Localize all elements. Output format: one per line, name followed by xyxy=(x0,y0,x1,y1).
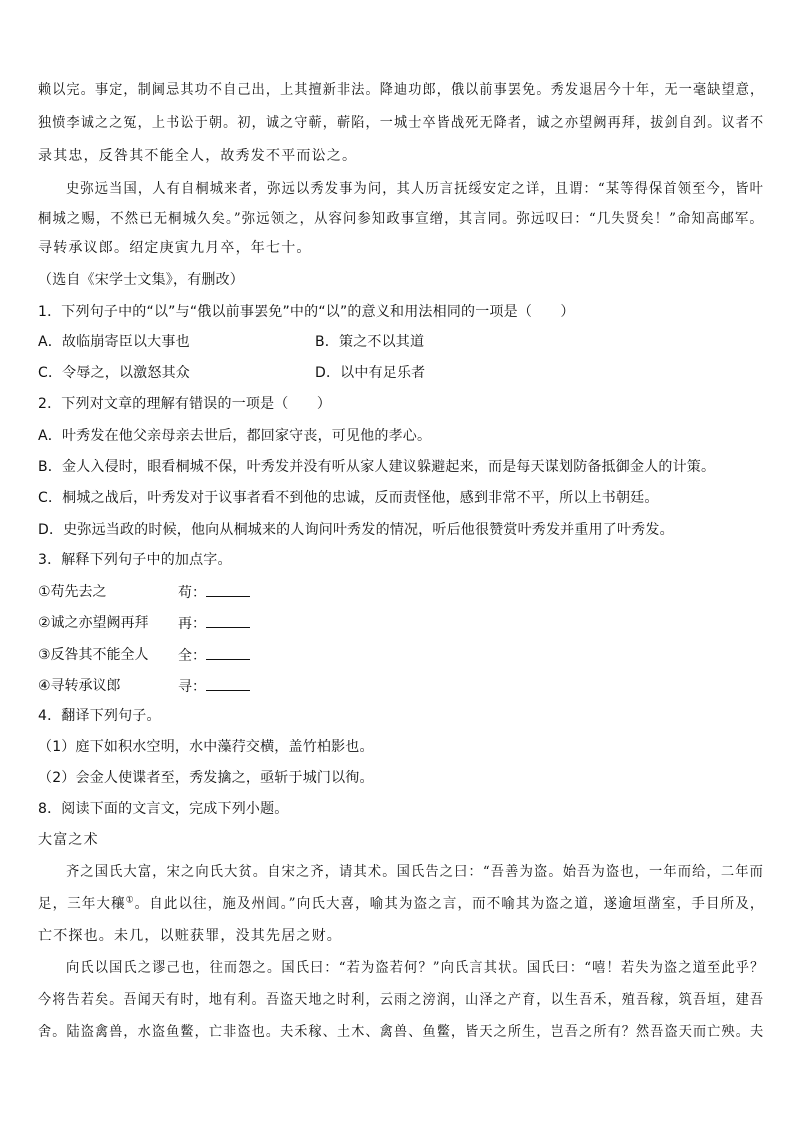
q2-option-a: A．叶秀发在他父亲母亲去世后，都回家守丧，可见他的孝心。 xyxy=(38,428,432,444)
q3-item-2-blank[interactable] xyxy=(206,613,250,628)
q3-item-2-answer xyxy=(178,613,250,634)
q3-item-1-sentence: ①苟先去之 xyxy=(38,584,107,600)
q3-stem: 3．解释下列句子中的加点字。 xyxy=(38,552,232,568)
passage2-line-6: 舍。陆盗禽兽，水盗鱼鳖，亡非盗也。夫禾稼、土木、禽兽、鱼鳖，皆天之所生，岂吾之所有？然吾盗天而亡殃。夫 xyxy=(38,1024,765,1040)
q1-option-c: C．令辱之，以激怒其众 xyxy=(38,365,190,381)
q2-option-d: D．史弥远当政的时候，他向从桐城来的人询问叶秀发的情况，听后他很赞赏叶秀发并重用了叶秀发。 xyxy=(38,522,674,538)
q3-item-2-label: 再： xyxy=(178,616,206,632)
q3-item-4-blank[interactable] xyxy=(206,676,250,691)
q3-item-1-answer xyxy=(178,582,250,603)
passage1-line-3: 录其忠，反咎其不能全人，故秀发不平而讼之。 xyxy=(38,148,358,164)
passage2-line-2-end: 。自此以往，施及州闾。”向氏大喜，喻其为盗之言，而不喻其为盗之道，遂逾垣凿室，手目所及， xyxy=(134,896,765,912)
q3-item-3-sentence: ③反咎其不能全人 xyxy=(38,647,149,663)
q2-option-c: C．桐城之战后，叶秀发对于议事者看不到他的忠诚，反而责怪他，感到非常不平，所以上书朝廷。 xyxy=(38,490,659,506)
q3-item-4-answer xyxy=(178,676,250,697)
q1-option-d: D．以中有足乐者 xyxy=(315,365,426,381)
passage2-title: 大富之术 xyxy=(38,832,99,848)
passage1-line-6: 寻转承议郎。绍定庚寅九月卒，年七十。 xyxy=(38,240,312,256)
passage1-line-1: 赖以完。事定，制阃忌其功不自己出，上其擅新非法。降迪功郎，俄以前事罢免。秀发退居今十年，无一毫缺望意， xyxy=(38,82,765,98)
q1-option-b: B．策之不以其道 xyxy=(315,334,425,350)
passage2-line-1: 齐之国氏大富，宋之向氏大贫。自宋之齐，请其术。国氏告之曰：“吾善为盗。始吾为盗也，一年而给，二年而 xyxy=(66,864,764,880)
passage2-line-2-start: 足，三年大穰 xyxy=(38,896,126,912)
q8-stem: 8．阅读下面的文言文，完成下列小题。 xyxy=(38,801,289,817)
passage1-line-5: 桐城之赐，不然已无桐城久矣。”弥远领之，从容问参知政事宣缯，其言同。弥远叹曰：“几失贤矣！”命知高邮军。 xyxy=(38,211,764,227)
q1-option-a: A．故临崩寄臣以大事也 xyxy=(38,334,190,350)
q4-sentence-1: （1）庭下如积水空明，水中藻荇交横，盖竹柏影也。 xyxy=(38,739,374,755)
q4-stem: 4．翻译下列句子。 xyxy=(38,708,161,724)
passage1-source: （选自《宋学士文集》，有删改） xyxy=(38,272,244,288)
passage2-line-2 xyxy=(38,894,764,914)
q3-item-3-blank[interactable] xyxy=(206,645,250,660)
passage2-line-3: 亡不探也。未几，以赃获罪，没其先居之财。 xyxy=(38,928,342,944)
footnote-marker: ① xyxy=(125,895,135,906)
q2-option-b: B．金人入侵时，眼看桐城不保，叶秀发并没有听从家人建议躲避起来，而是每天谋划防备抵御金人的计策。 xyxy=(38,459,716,475)
passage1-line-4: 史弥远当国，人有自桐城来者，弥远以秀发事为问，其人历言抚绥安定之详，且谓：“某等得保首领至今，皆叶 xyxy=(66,181,764,197)
q3-item-2-sentence: ②诚之亦望阙再拜 xyxy=(38,615,149,631)
passage1-line-2: 独愤李诚之之冤，上书讼于朝。初，诚之守蕲，蕲陷，一城士卒皆战死无降者，诚之亦望阙再拜，拔剑自刭。议者不 xyxy=(38,115,765,131)
q3-item-4-label: 寻： xyxy=(178,679,206,695)
q3-item-3-answer xyxy=(178,645,250,666)
q3-item-1-blank[interactable] xyxy=(206,582,250,597)
q3-item-3-label: 全： xyxy=(178,648,206,664)
q1-stem: 1．下列句子中的“以”与“俄以前事罢免”中的“以”的意义和用法相同的一项是（ ） xyxy=(38,304,575,320)
q4-sentence-2: （2）会金人使谍者至，秀发擒之，亟斩于城门以徇。 xyxy=(38,770,374,786)
q2-stem: 2．下列对文章的理解有错误的一项是（ ） xyxy=(38,396,332,412)
passage2-line-4: 向氏以国氏之谬己也，往而怨之。国氏曰：“若为盗若何？”向氏言其状。国氏曰：“嘻！若失为盗之道至此乎？ xyxy=(66,960,765,976)
q3-item-1-label: 苟： xyxy=(178,585,206,601)
passage2-line-5: 今将告若矣。吾闻天有时，地有利。吾盗天地之时利，云雨之滂润，山泽之产育，以生吾禾，殖吾稼，筑吾垣，建吾 xyxy=(38,992,765,1008)
q3-item-4-sentence: ④寻转承议郎 xyxy=(38,678,121,694)
